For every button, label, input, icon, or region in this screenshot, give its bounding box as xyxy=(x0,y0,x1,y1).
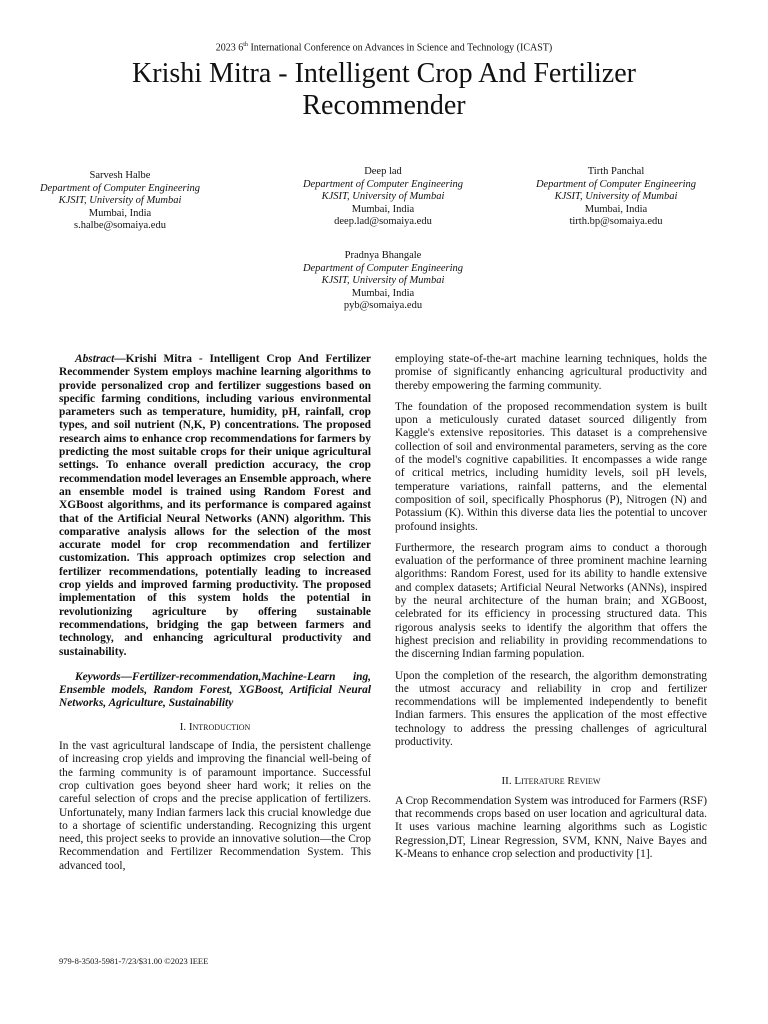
title-line-1: Krishi Mitra - Intelligent Crop And Fertilizer xyxy=(132,58,636,89)
body-paragraph: Furthermore, the research program aims to conduct a thorough evaluation of the performance of three prominent machine learning algorithms: Random Forest, used for its ability to handle extensive and complex datasets; Artificial Neural Networks (ANNs), inspired by the neural architecture of the human brain; and XGBoost, celebrated for its efficiency in processing structured data. This rigorous analysis seeks to identify the algorithm that offers the highest precision and reliability in providing recommendations to the discerning Indian farming population. xyxy=(395,541,707,661)
abstract-text: Krishi Mitra - Intelligent Crop And Fertilizer Recommender System employs machine learning algorithms to provide personalized crop and fertilizer suggestions based on specific farming conditions, including various environmental parameters such as temperature, humidity, pH, rainfall, crop types, and soil nutrient (N,K, P) concentrations. The proposed research aims to enhance crop recommendations for farmers by predicting the most suitable crops for their unique agricultural settings. To enhance overall prediction accuracy, the crop recommendation model leverages an Ensemble approach, where an ensemble model is trained using Random Forest and XGBoost algorithms, and its performance is compared against that of the Artificial Neural Networks (ANN) algorithm. This comparative analysis allows for the selection of the most accurate model for crop recommendation and fertilizer customization. This approach optimizes crop selection and fertilizer recommendations, potentially leading to increased crop yields and improved farming productivity. The proposed implementation of this system holds the potential in revolutionizing agriculture by offering sustainable recommendations, bridging the gap between farmers and technology, and enhancing agricultural productivity and sustainability. xyxy=(59,353,371,658)
author-institution: KJSIT, University of Mumbai xyxy=(321,191,445,203)
section-numeral: I. xyxy=(179,720,189,733)
author-location: Mumbai, India xyxy=(584,203,648,215)
conference-year: 2023 6 xyxy=(215,42,244,54)
paper-title xyxy=(60,58,708,122)
keywords xyxy=(59,671,371,711)
author-location: Mumbai, India xyxy=(351,203,415,215)
section-title: Literature Review xyxy=(514,775,601,788)
section-numeral: II. xyxy=(501,775,515,788)
author-email: deep.lad@somaiya.edu xyxy=(334,216,432,228)
abstract xyxy=(59,353,371,659)
author-name: Deep lad xyxy=(364,166,402,177)
body-paragraph: The foundation of the proposed recommendation system is built upon a meticulously curated dataset sourced diligently from Kaggle's extensive repositories. This dataset is a comprehensive collection of soil and environmental parameters, serving as the core of the model's cognitive capabilities. It encompasses a wide range of critical metrics, including humidity levels, soil pH levels, temperature variations, rainfall patterns, and the elemental composition of soil, specifically Phosphorus (P), Nitrogen (N) and Potassium (K). Within this diverse data lies the potential to uncover profound insights. xyxy=(395,400,707,533)
author-name: Sarvesh Halbe xyxy=(89,170,151,181)
body-paragraph: employing state-of-the-art machine learning techniques, holds the promise of significantly enhancing agricultural productivity and thereby empowering the farming community. xyxy=(395,353,707,392)
author-email: pyb@somaiya.edu xyxy=(343,300,423,312)
abstract-label: Abstract xyxy=(75,353,115,365)
author-institution: KJSIT, University of Mumbai xyxy=(58,195,182,207)
abstract-dash: — xyxy=(114,353,126,365)
conference-name: International Conference on Advances in Science and Technology (ICAST) xyxy=(247,42,553,54)
conference-ordinal: th xyxy=(243,42,248,48)
author-email: s.halbe@somaiya.edu xyxy=(74,220,166,232)
title-line-2: Recommender xyxy=(302,90,466,121)
section-heading-introduction xyxy=(59,721,371,734)
right-column xyxy=(395,353,707,869)
author-department: Department of Computer Engineering xyxy=(39,182,201,194)
author-department: Department of Computer Engineering xyxy=(302,262,464,274)
author-name: Pradnya Bhangale xyxy=(344,250,422,261)
author-name: Tirth Panchal xyxy=(587,166,645,177)
author-email: tirth.bp@somaiya.edu xyxy=(569,216,663,228)
author-block-3 xyxy=(506,166,726,229)
author-institution: KJSIT, University of Mumbai xyxy=(554,191,678,203)
copyright-footer: 979-8-3503-5981-7/23/$31.00 ©2023 IEEE xyxy=(59,956,209,966)
author-institution: KJSIT, University of Mumbai xyxy=(321,275,445,287)
literature-paragraph: A Crop Recommendation System was introduced for Farmers (RSF) that recommends crops based on user location and agricultural data. It uses various machine learning algorithms such as Logistic Regression,DT, Linear Regression, SVM, KNN, Naive Bayes and K-Means to enhance crop selection and productivity [1]. xyxy=(395,794,707,860)
author-block-1 xyxy=(10,170,230,233)
keywords-dash: — xyxy=(120,670,132,683)
author-location: Mumbai, India xyxy=(351,287,415,299)
body-paragraph: Upon the completion of the research, the algorithm demonstrating the utmost accuracy and reliability in crop and fertilizer recommendations will be implemented independently to benefit Indian farmers. This ensures the application of the most effective technology to address the pressing challenges of agricultural productivity. xyxy=(395,669,707,749)
section-title: Introduction xyxy=(188,720,251,733)
author-block-4 xyxy=(273,250,493,313)
author-block-2 xyxy=(273,166,493,229)
author-department: Department of Computer Engineering xyxy=(535,178,697,190)
conference-header xyxy=(0,42,768,53)
section-heading-literature-review xyxy=(395,775,707,788)
keywords-text: Fertilizer-recommendation,Machine-Learn ing, Ensemble models, Random Forest, XGBoost, Artificial Neural Networks, Agriculture, Sustainability xyxy=(59,670,371,710)
author-department: Department of Computer Engineering xyxy=(302,178,464,190)
left-column xyxy=(59,353,371,881)
author-location: Mumbai, India xyxy=(88,207,152,219)
introduction-paragraph: In the vast agricultural landscape of India, the persistent challenge of increasing crop yields and improving the financial well-being of the farming community is of paramount importance. Successful crop cultivation goes beyond sheer hard work; it relies on the careful selection of crops and the precise application of fertilizers. Unfortunately, many Indian farmers lack this crucial knowledge due to a shortage of scientific understanding. Recognizing this urgent need, this project seeks to provide an innovative solution—the Crop Recommendation and Fertilizer Recommendation System. This advanced tool, xyxy=(59,740,371,872)
keywords-label: Keywords xyxy=(75,670,121,683)
